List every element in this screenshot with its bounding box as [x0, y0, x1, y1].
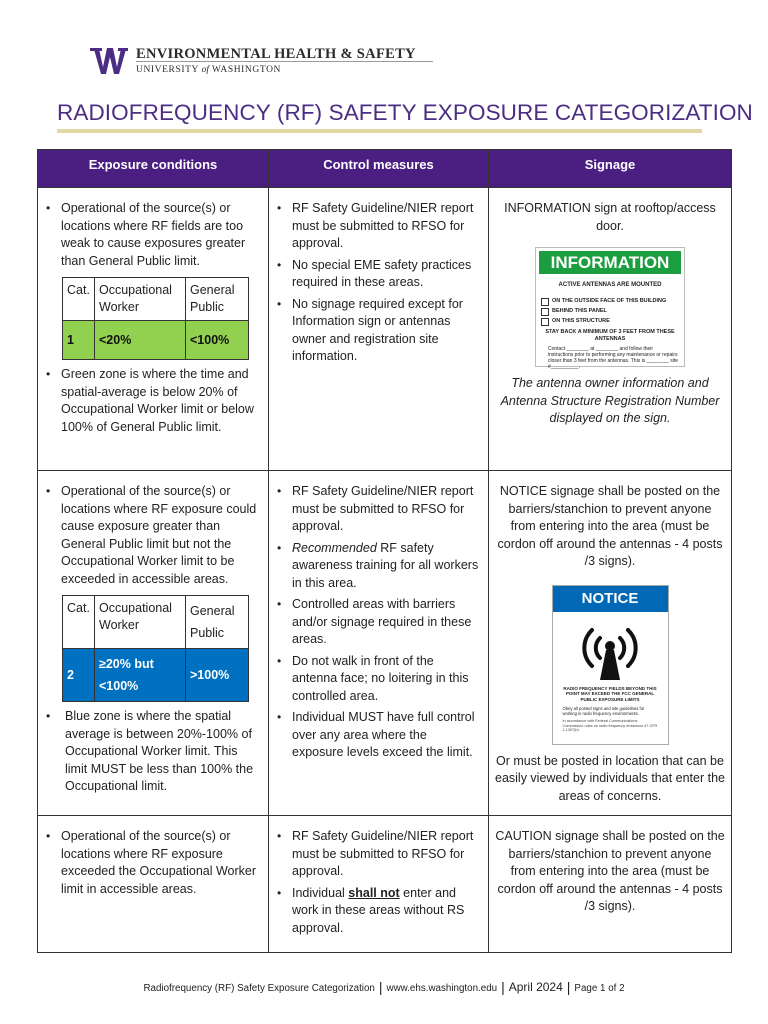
- exposure-cell: [38, 188, 269, 471]
- column-header: Signage: [489, 150, 732, 188]
- exposure-cell: [38, 816, 269, 953]
- checkbox-icon: [541, 298, 549, 306]
- category-mini-table: Cat. Occupational Worker General Public 2 ≥20% but <100% >100%: [62, 595, 249, 702]
- uw-w-logo-icon: [90, 46, 128, 76]
- footer: Radiofrequency (RF) Safety Exposure Categorization | www.ehs.washington.edu | April 2024 | Page 1 of 2: [143, 979, 625, 995]
- signage-text: CAUTION signage shall be posted on the barriers/stanchion to prevent anyone from entering into the area (must be cordon off around the antennas - 4 posts /3 signs).: [495, 829, 725, 913]
- column-header: Exposure conditions: [38, 150, 269, 188]
- org-divider: [136, 61, 433, 62]
- list-item: • Controlled areas with barriers and/or signage required in these areas.: [271, 596, 480, 649]
- category-mini-table: Cat. Occupational Worker General Public 1 <20% <100%: [62, 277, 249, 360]
- categorization-table: [37, 149, 732, 953]
- table-header-row: [38, 150, 732, 188]
- footer-date: April 2024: [508, 980, 563, 994]
- footer-url[interactable]: www.ehs.washington.edu: [386, 983, 498, 994]
- list-item: • Do not walk in front of the antenna face; no loitering in this controlled area.: [271, 653, 480, 706]
- list-item: • Blue zone is where the spatial average is between 20%-100% of Occupational Worker limit. This limit MUST be less than 100% the Occupational limit.: [40, 708, 260, 796]
- sign-title: INFORMATION: [539, 251, 681, 274]
- rf-radiation-icon: [578, 618, 642, 682]
- controls-cell: [269, 188, 489, 471]
- green-zone-row: 1 <20% <100%: [63, 321, 249, 360]
- signage-text: Or must be posted in location that can be easily viewed by individuals that enter the areas of concerns.: [495, 753, 725, 803]
- notice-sign: NOTICE RADIO FREQUENCY FIELDS BEYOND THIS POINT MAY EXCEED THE FCC GENERAL PUBLIC EXPOSURE LIMITS Obey all posted signs and site guidelines for working in radio frequency environments. In accordance with Federal Communications Commission rules on radio frequency emissions 47 CFR 1.1307(b): [552, 585, 669, 745]
- footer-doc-title: Radiofrequency (RF) Safety Exposure Categorization: [143, 983, 375, 994]
- org-name: ENVIRONMENTAL HEALTH & SAFETY: [136, 45, 416, 62]
- list-item: • Individual shall not enter and work in these areas without RS approval.: [271, 885, 480, 938]
- list-item: • RF Safety Guideline/NIER report must be submitted to RFSO for approval.: [271, 200, 480, 253]
- list-item: • RF Safety Guideline/NIER report must be submitted to RFSO for approval.: [271, 828, 480, 881]
- signage-text: INFORMATION sign at rooftop/access door.: [504, 201, 716, 233]
- list-item: • Individual MUST have full control over any area where the exposure levels exceed the limit.: [271, 709, 480, 762]
- list-item: • Green zone is where the time and spatial-average is below 20% of Occupational Worker limit or below 100% of General Public limit.: [40, 366, 260, 436]
- signage-text: NOTICE signage shall be posted on the barriers/stanchion to prevent anyone from entering into the area (must be cordon off around the antennas - 4 posts /3 signs).: [497, 484, 723, 568]
- title-underline: [57, 129, 702, 133]
- list-item: • No signage required except for Information sign or antennas owner and registration site information.: [271, 296, 480, 366]
- controls-cell: [269, 471, 489, 816]
- list-item: • Recommended RF safety awareness training for all workers in this area.: [271, 540, 480, 593]
- page-title: RADIOFREQUENCY (RF) SAFETY EXPOSURE CATEGORIZATION: [57, 100, 753, 125]
- blue-zone-row: 2 ≥20% but <100% >100%: [63, 649, 249, 702]
- list-item: • Operational of the source(s) or locations where RF fields are too weak to cause exposures greater than General Public limit.: [40, 200, 260, 270]
- controls-cell: [269, 816, 489, 953]
- sign-caption: The antenna owner information and Antenna Structure Registration Number displayed on the sign.: [500, 376, 720, 425]
- signage-cell: [489, 188, 732, 471]
- signage-cell: [489, 471, 732, 816]
- exposure-cell: [38, 471, 269, 816]
- list-item: • Operational of the source(s) or locations where RF exposure could cause exposure greater than General Public limit but not the Occupational Worker limit to be exceeded in accessible areas.: [40, 483, 260, 588]
- table-row: [38, 816, 732, 953]
- column-header: Control measures: [269, 150, 489, 188]
- checkbox-icon: [541, 318, 549, 326]
- list-item: • No special EME safety practices required in these areas.: [271, 257, 480, 292]
- table-row: [38, 188, 732, 471]
- sign-title: NOTICE: [553, 586, 668, 612]
- information-sign: INFORMATION ACTIVE ANTENNAS ARE MOUNTED ON THE OUTSIDE FACE OF THIS BUILDING BEHIND THIS PANEL ON THIS STRUCTURE STAY BACK A MINIMUM OF 3 FEET FROM THESE ANTENNAS Contact ________ at ________ and follow their instructions prior to performing any maintenance or repairs closer than 3 feet from the antennas. This is ________ site #__________.: [535, 247, 685, 367]
- signage-cell: [489, 816, 732, 953]
- list-item: • RF Safety Guideline/NIER report must be submitted to RFSO for approval.: [271, 483, 480, 536]
- header: [90, 44, 416, 78]
- checkbox-icon: [541, 308, 549, 316]
- table-row: [38, 471, 732, 816]
- footer-page: Page 1 of 2: [574, 983, 625, 994]
- org-subtitle: UNIVERSITY of WASHINGTON: [136, 64, 281, 75]
- list-item: • Operational of the source(s) or locations where RF exposure exceeded the Occupational Worker limit in accessible areas.: [40, 828, 260, 898]
